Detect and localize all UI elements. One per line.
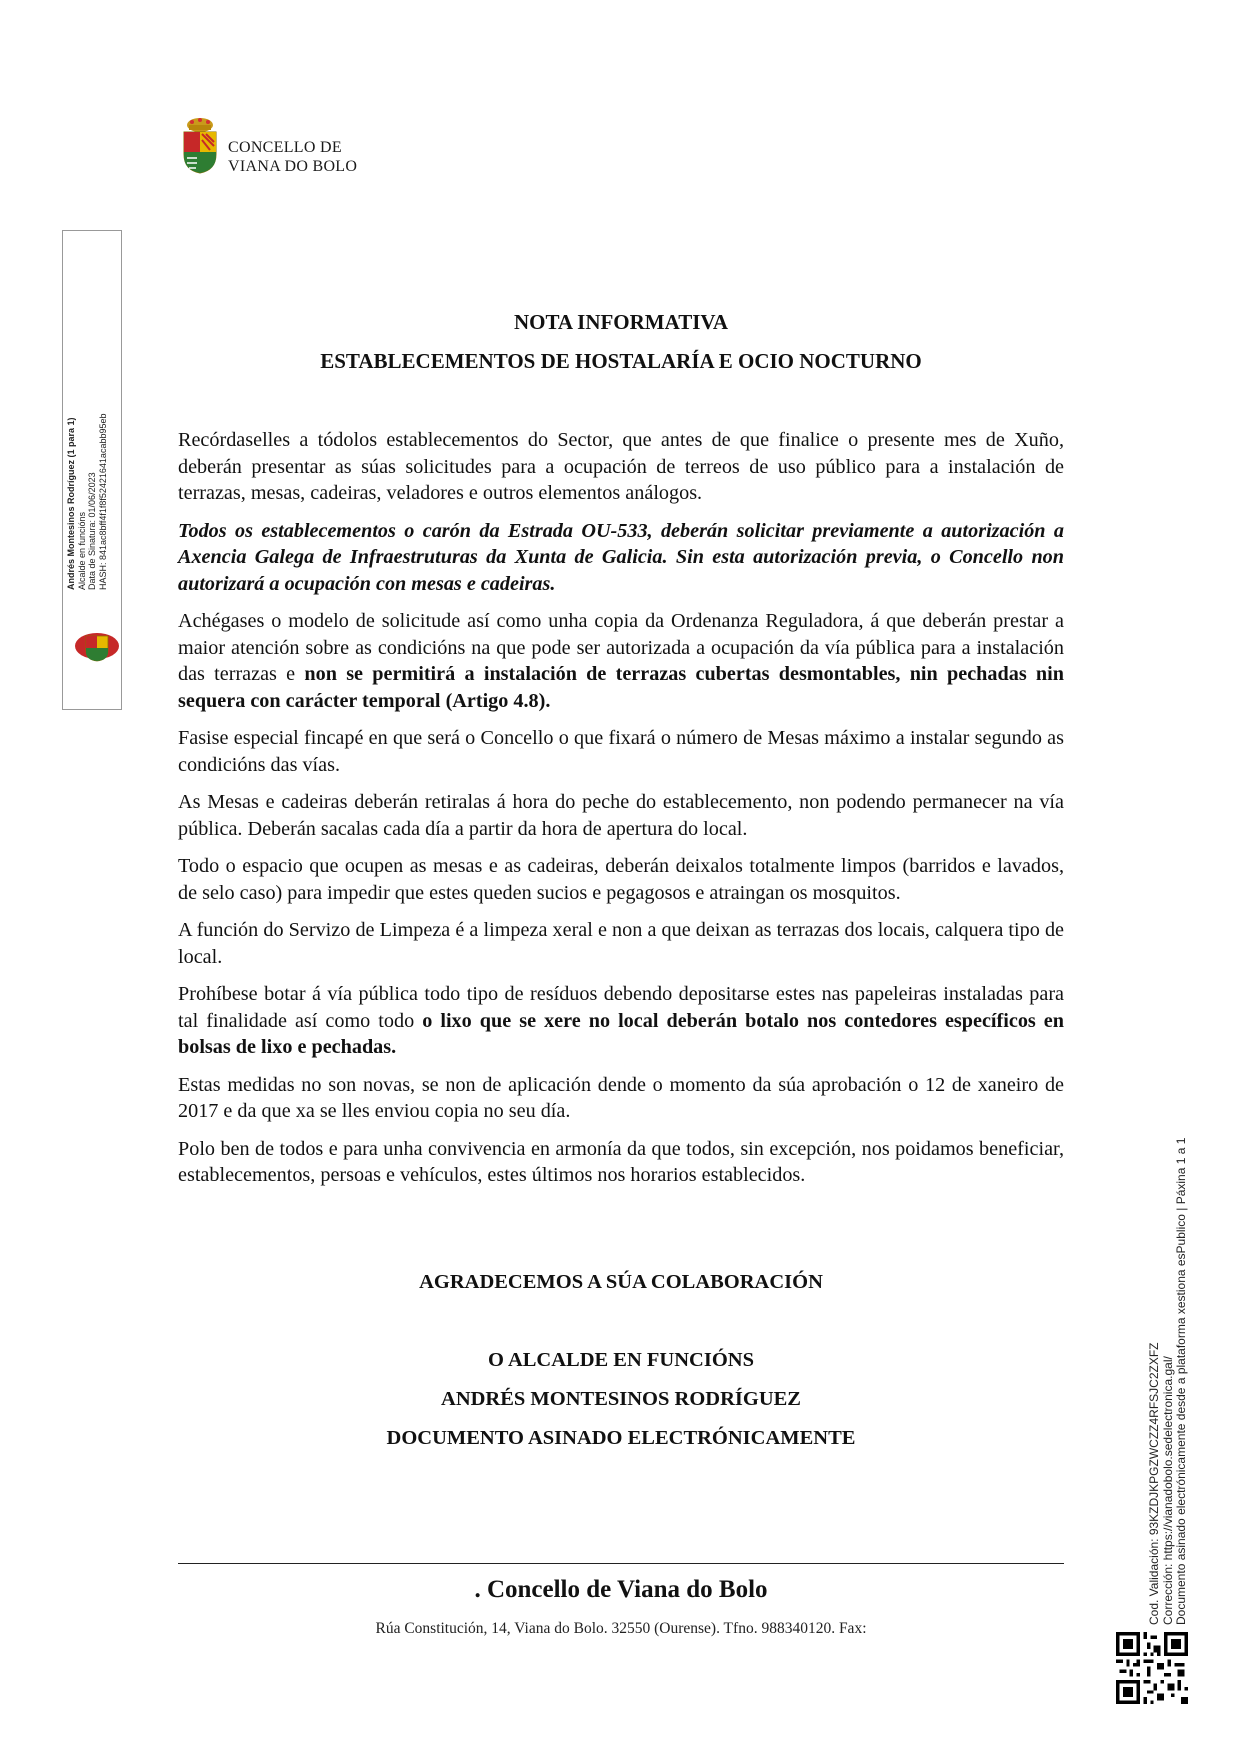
paragraph-7: A función do Servizo de Limpeza é a limpeza xeral e non a que deixan as terrazas dos locais, calquera tipo de local. xyxy=(178,919,1064,968)
qr-code-icon xyxy=(1116,1632,1188,1704)
signature-hash-line: HASH: 841ac8bff4f1f8f52421641acabb95eb xyxy=(97,413,108,590)
paragraph-8-text: Prohíbese botar á vía pública todo tipo de resíduos debendo depositarse estes nas papeleiras instaladas para tal finalidade así como todo xyxy=(178,983,1064,1032)
paragraph-2: Todos os establecementos o carón da Estrada OU-533, deberán solicitar previamente a autorización a Axencia Galega de Infraestruturas da Xunta de Galicia. Sin esta autorización previa, o Concello non autorizará a ocupación con mesas e cadeiras. xyxy=(178,519,1064,595)
paragraph-4: Fasise especial fincapé en que será o Concello o que fixará o número de Mesas máximo a instalar segundo as condicións das vías. xyxy=(178,727,1064,776)
paragraph-8-bold: o lixo que se xere no local deberán botalo nos contedores específicos en bolsas de lixo e pechadas. xyxy=(178,1009,1064,1058)
signature-stamp-text xyxy=(66,110,108,590)
footer-org-name: . Concello de Viana do Bolo xyxy=(474,1576,768,1603)
signer-role: O ALCALDE EN FUNCIÓNS xyxy=(488,1349,754,1371)
signature-note: DOCUMENTO ASINADO ELECTRÓNICAMENTE xyxy=(386,1427,856,1449)
paragraph-8 xyxy=(178,981,1064,1061)
paragraph-6: Todo o espacio que ocupen as mesas e as cadeiras, deberán deixalos totalmente limpos (barridos e lavados, de selo caso) para impedir que estes queden sucios e pegagosos e atraingan os mosquitos. xyxy=(178,855,1064,904)
document-title: NOTA INFORMATIVA xyxy=(513,310,729,334)
stamp-shield-icon xyxy=(72,630,122,662)
paragraph-3-bold: non se permitirá a instalación de terrazas cubertas desmontables, nin pechadas nin sequera con carácter temporal (Artigo 4.8). xyxy=(178,663,1064,712)
paragraph-3-text: Achégases o modelo de solicitude así como unha copia da Ordenanza Reguladora, á que deberán prestar a maior atención sobre as condicións na que pode ser autorizada a ocupación da vía pública para a instalación das terrazas e xyxy=(178,610,1064,685)
signer-role-line: Alcalde en funcións xyxy=(76,511,87,590)
footer-divider xyxy=(178,1563,1064,1564)
validation-code: Cod. Validación: 93KZDJKPGZWCZZ4RFSJC2ZXFZ xyxy=(1147,1342,1161,1625)
validation-url[interactable]: Corrección: https://vianadobolo.sedelectronica.gal/ xyxy=(1160,1356,1175,1625)
paragraph-3 xyxy=(178,608,1064,714)
logo-line-2: VIANA DO BOLO xyxy=(228,158,358,175)
thanks-line: AGRADECEMOS A SÚA COLABORACIÓN xyxy=(419,1271,823,1293)
logo-line-1: CONCELLO DE xyxy=(228,139,342,156)
signer-name: ANDRÉS MONTESINOS RODRÍGUEZ xyxy=(441,1388,801,1410)
validation-note: Documento asinado electrónicamente desde a plataforma xestiona esPublico | Páxina 1 a 1 xyxy=(1174,1137,1188,1625)
paragraph-9: Estas medidas no son novas, se non de aplicación dende o momento da súa aprobación o 12 de xaneiro de 2017 e da que xa se lles enviou copia no seu día. xyxy=(178,1073,1064,1122)
paragraph-10: Polo ben de todos e para unha convivencia en armonía da que todos, sin excepción, nos poidamos beneficiar, establecementos, persoas e vehículos, estes últimos nos horarios establecidos. xyxy=(178,1137,1064,1186)
signer-line: Andrés Montesinos Rodríguez (1 para 1) xyxy=(66,417,76,590)
coat-of-arms-icon xyxy=(180,116,220,174)
footer-address: Rúa Constitución, 14, Viana do Bolo. 32550 (Ourense). Tfno. 988340120. Fax: xyxy=(375,1620,867,1637)
signature-date-line: Data de Sinatura: 01/06/2023 xyxy=(87,472,97,590)
paragraph-5: As Mesas e cadeiras deberán retiralas á hora do peche do establecemento, non podendo permanecer na vía pública. Deberán sacalas cada día a partir da hora de apertura do local. xyxy=(178,791,1064,840)
paragraph-1: Recórdaselles a tódolos establecementos do Sector, que antes de que finalice o presente mes de Xuño, deberán presentar as súas solicitudes para a ocupación de terreos de uso público para a instalación de terrazas, mesas, cadeiras, veladores e outros elementos análogos. xyxy=(178,429,1064,504)
concello-logo xyxy=(180,116,365,176)
validation-side-text xyxy=(1148,1105,1189,1625)
document-subtitle: ESTABLECEMENTOS DE HOSTALARÍA E OCIO NOCTURNO xyxy=(320,349,922,373)
document-body xyxy=(178,427,1064,1200)
